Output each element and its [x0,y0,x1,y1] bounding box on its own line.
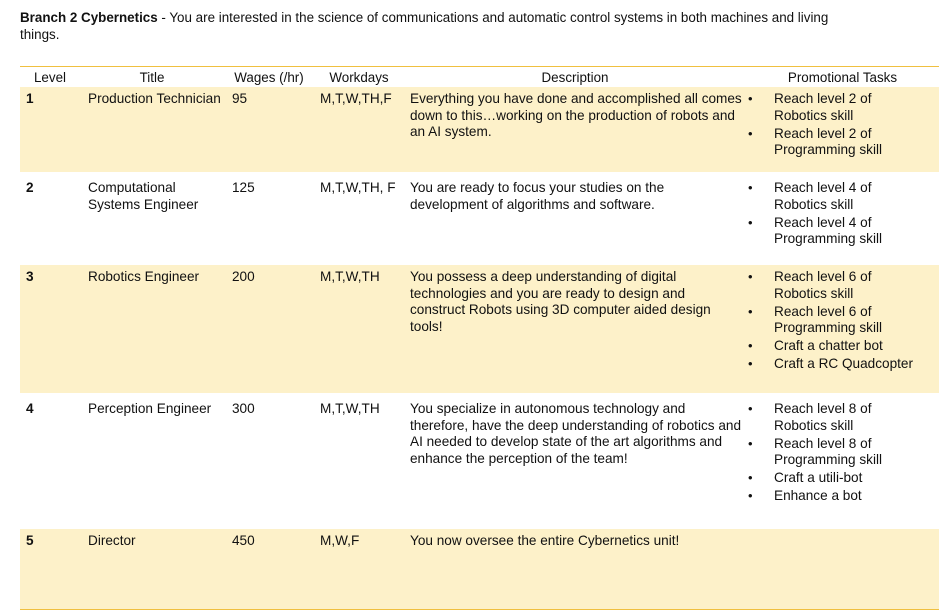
row-title: Director [80,529,224,610]
row-workdays: M,W,F [314,529,404,610]
career-table [20,66,939,610]
task-item: • Reach level 6 of Programming skill [746,304,924,337]
intro-paragraph [20,9,870,43]
row-tasks [746,397,939,525]
header-level: Level [20,67,80,88]
intro-text: - You are interested in the science of communications and automatic control systems in both machines and living things. [20,10,829,42]
row-tasks [746,265,939,393]
row-wages: 95 [224,87,314,172]
row-level: 4 [26,401,34,416]
row-wages: 200 [224,265,314,393]
task-item: • Reach level 4 of Programming skill [746,215,924,248]
table-row [20,397,939,525]
row-tasks [746,529,939,610]
task-item: • Reach level 2 of Programming skill [746,126,924,159]
task-item: • Craft a chatter bot [746,338,924,355]
header-workdays: Workdays [314,67,404,88]
row-level: 3 [20,265,80,393]
row-title: Computational Systems Engineer [88,180,199,212]
task-item: • Reach level 4 of Robotics skill [746,180,924,213]
row-description: You possess a deep understanding of digital technologies and you are ready to design and construct Robots using 3D computer aided design tools! [404,265,746,393]
task-item: • Reach level 2 of Robotics skill [746,91,924,124]
row-description: You now oversee the entire Cybernetics unit! [404,529,746,610]
row-description: Everything you have done and accomplished all comes down to this…working on the production of robots and an AI system. [404,87,746,172]
task-list [746,91,939,159]
task-list [746,401,939,505]
row-wages: 300 [232,401,255,416]
row-tasks [746,87,939,172]
task-item: • Reach level 6 of Robotics skill [746,269,924,302]
task-list [746,269,939,373]
row-title: Robotics Engineer [80,265,224,393]
row-workdays: M,T,W,TH,F [314,87,404,172]
row-wages: 125 [232,180,255,195]
task-item: • Reach level 8 of Programming skill [746,436,924,469]
branch-label: Branch 2 Cybernetics [20,10,158,25]
row-workdays: M,T,W,TH, F [320,180,396,195]
table-row [20,87,939,172]
row-title: Perception Engineer [88,401,212,416]
table-row [20,176,939,261]
task-item: • Craft a utili-bot [746,470,924,487]
row-workdays: M,T,W,TH [320,401,380,416]
row-level: 1 [20,87,80,172]
header-description: Description [404,67,746,88]
row-level: 5 [20,529,80,610]
table-row [20,529,939,610]
table-row [20,265,939,393]
row-workdays: M,T,W,TH [314,265,404,393]
row-description: You specialize in autonomous technology and therefore, have the deep understanding of robotics and AI needed to develop state of the art algorithms and enhance the perception of the team! [410,401,742,466]
task-item: • Enhance a bot [746,488,924,505]
header-title: Title [80,67,224,88]
row-level: 2 [26,180,34,195]
row-description: You are ready to focus your studies on the development of algorithms and software. [410,180,665,212]
row-tasks [746,176,939,261]
header-tasks: Promotional Tasks [746,67,939,88]
table-header-row [20,67,939,88]
header-wages: Wages (/hr) [224,67,314,88]
row-title: Production Technician [80,87,224,172]
task-item: • Craft a RC Quadcopter [746,356,924,373]
task-item: • Reach level 8 of Robotics skill [746,401,924,434]
task-list [746,180,939,248]
row-wages: 450 [224,529,314,610]
